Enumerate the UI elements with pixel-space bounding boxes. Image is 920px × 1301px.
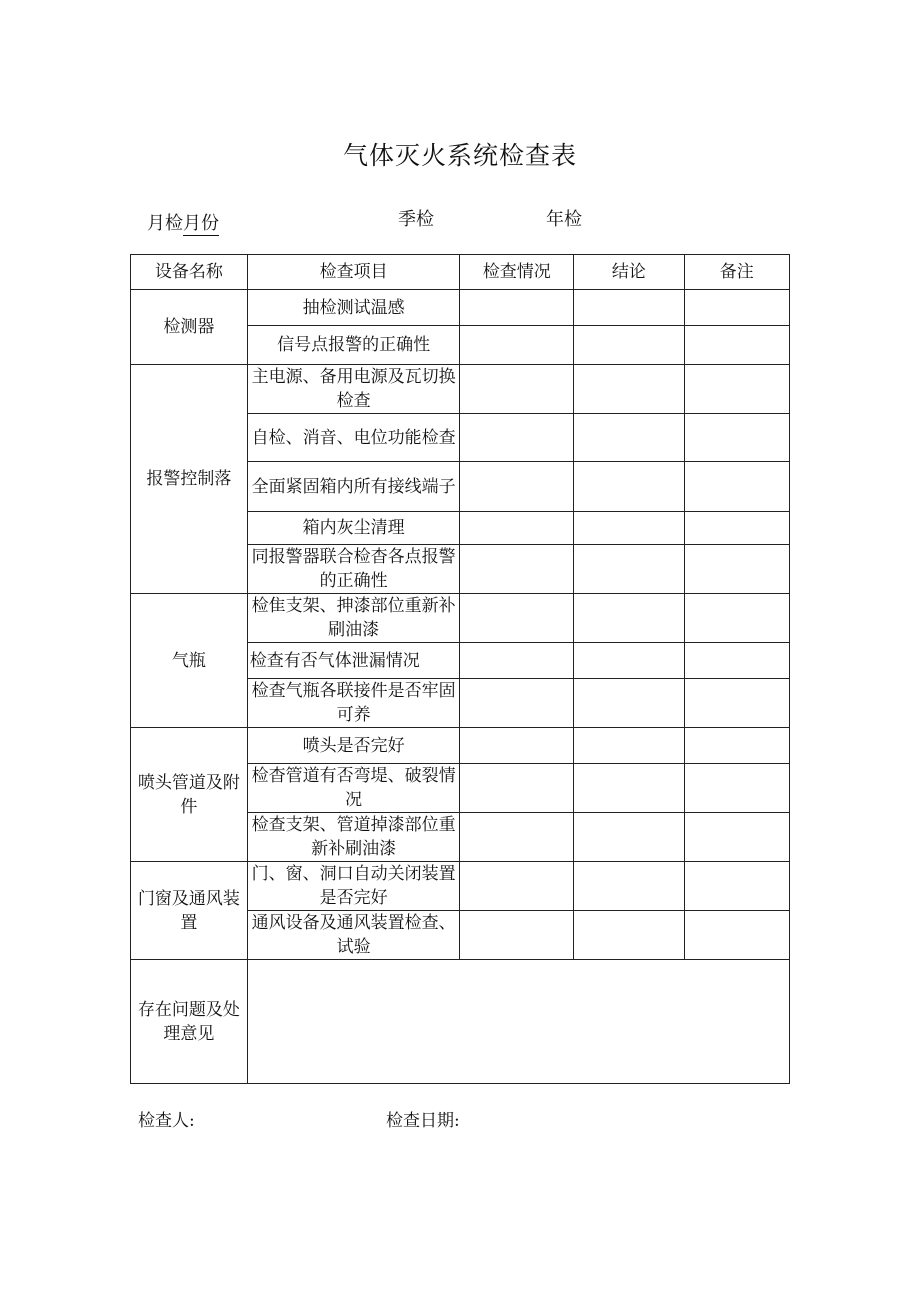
check-item-cell: 检杳管道有否弯堤、破裂情况	[247, 764, 460, 813]
check-item-cell: 门、窗、洞口自动关闭装置是否完好	[247, 862, 460, 911]
conclusion-cell[interactable]	[574, 764, 685, 813]
check-item-cell: 箱内灰尘清理	[247, 512, 460, 545]
conclusion-cell[interactable]	[574, 545, 685, 594]
conclusion-cell[interactable]	[574, 911, 685, 960]
condition-cell[interactable]	[460, 911, 574, 960]
issues-input-area[interactable]	[247, 960, 789, 1084]
remarks-cell[interactable]	[684, 512, 789, 545]
remarks-cell[interactable]	[684, 813, 789, 862]
remarks-cell[interactable]	[684, 326, 789, 365]
table-row	[131, 365, 790, 414]
condition-cell[interactable]	[460, 414, 574, 462]
remarks-cell[interactable]	[684, 290, 789, 326]
remarks-cell[interactable]	[684, 545, 789, 594]
condition-cell[interactable]	[460, 643, 574, 679]
device-name-cell: 检测器	[131, 290, 248, 365]
conclusion-cell[interactable]	[574, 414, 685, 462]
condition-cell[interactable]	[460, 862, 574, 911]
conclusion-cell[interactable]	[574, 679, 685, 728]
table-row	[131, 594, 790, 643]
condition-cell[interactable]	[460, 365, 574, 414]
table-row	[131, 728, 790, 764]
condition-cell[interactable]	[460, 290, 574, 326]
remarks-cell[interactable]	[684, 414, 789, 462]
remarks-cell[interactable]	[684, 365, 789, 414]
conclusion-cell[interactable]	[574, 862, 685, 911]
conclusion-cell[interactable]	[574, 365, 685, 414]
quarterly-check-label: 季检	[398, 209, 434, 230]
column-header-condition: 检查情况	[460, 255, 574, 290]
check-item-cell: 通风设备及通风装置检查、试验	[247, 911, 460, 960]
month-field[interactable]: 月份	[183, 213, 219, 234]
condition-cell[interactable]	[460, 326, 574, 365]
device-name-cell: 门窗及通风装置	[131, 862, 248, 960]
inspection-table	[130, 254, 790, 1084]
check-item-cell: 自检、消音、电位功能检查	[247, 414, 460, 462]
conclusion-cell[interactable]	[574, 594, 685, 643]
form-title: 气体灭火系统检查表	[342, 141, 577, 170]
remarks-cell[interactable]	[684, 643, 789, 679]
check-item-cell: 检查有否气体泄漏情况	[247, 643, 460, 679]
conclusion-cell[interactable]	[574, 290, 685, 326]
column-header-conclusion: 结论	[574, 255, 685, 290]
remarks-cell[interactable]	[684, 764, 789, 813]
monthly-check-label	[147, 209, 219, 235]
condition-cell[interactable]	[460, 512, 574, 545]
check-item-cell: 检查支架、管道掉漆部位重新补刷油漆	[247, 813, 460, 862]
conclusion-cell[interactable]	[574, 643, 685, 679]
table-row	[131, 290, 790, 326]
condition-cell[interactable]	[460, 462, 574, 512]
table-row	[131, 862, 790, 911]
conclusion-cell[interactable]	[574, 512, 685, 545]
condition-cell[interactable]	[460, 545, 574, 594]
annual-check-label: 年检	[546, 209, 582, 230]
issues-label: 存在问题及处理意见	[131, 960, 248, 1084]
column-header-device: 设备名称	[131, 255, 248, 290]
inspector-label: 检查人:	[138, 1111, 195, 1131]
check-item-cell: 抽检测试温感	[247, 290, 460, 326]
check-item-cell: 信号点报警的正确性	[247, 326, 460, 365]
conclusion-cell[interactable]	[574, 326, 685, 365]
remarks-cell[interactable]	[684, 594, 789, 643]
remarks-cell[interactable]	[684, 679, 789, 728]
device-name-cell: 报警控制落	[131, 365, 248, 594]
check-item-cell: 同报警器联合检杳各点报警的正确性	[247, 545, 460, 594]
condition-cell[interactable]	[460, 594, 574, 643]
check-item-cell: 主电源、备用电源及瓦切换检查	[247, 365, 460, 414]
conclusion-cell[interactable]	[574, 728, 685, 764]
remarks-cell[interactable]	[684, 728, 789, 764]
issues-row	[131, 960, 790, 1084]
column-header-item: 检查项目	[247, 255, 460, 290]
check-item-cell: 检隹支架、抻漆部位重新补刷油漆	[247, 594, 460, 643]
remarks-cell[interactable]	[684, 862, 789, 911]
inspection-date-label: 检查日期:	[386, 1111, 460, 1131]
check-item-cell: 检查气瓶各联接件是否牢固可养	[247, 679, 460, 728]
check-item-cell: 喷头是否完好	[247, 728, 460, 764]
conclusion-cell[interactable]	[574, 813, 685, 862]
table-header-row	[131, 255, 790, 290]
remarks-cell[interactable]	[684, 462, 789, 512]
conclusion-cell[interactable]	[574, 462, 685, 512]
device-name-cell: 喷头管道及附件	[131, 728, 248, 862]
check-item-cell: 全面紧固箱内所有接线端子	[247, 462, 460, 512]
monthly-check-text: 月检	[147, 213, 183, 234]
condition-cell[interactable]	[460, 764, 574, 813]
remarks-cell[interactable]	[684, 911, 789, 960]
device-name-cell: 气瓶	[131, 594, 248, 728]
condition-cell[interactable]	[460, 728, 574, 764]
column-header-remarks: 备注	[684, 255, 789, 290]
condition-cell[interactable]	[460, 813, 574, 862]
condition-cell[interactable]	[460, 679, 574, 728]
